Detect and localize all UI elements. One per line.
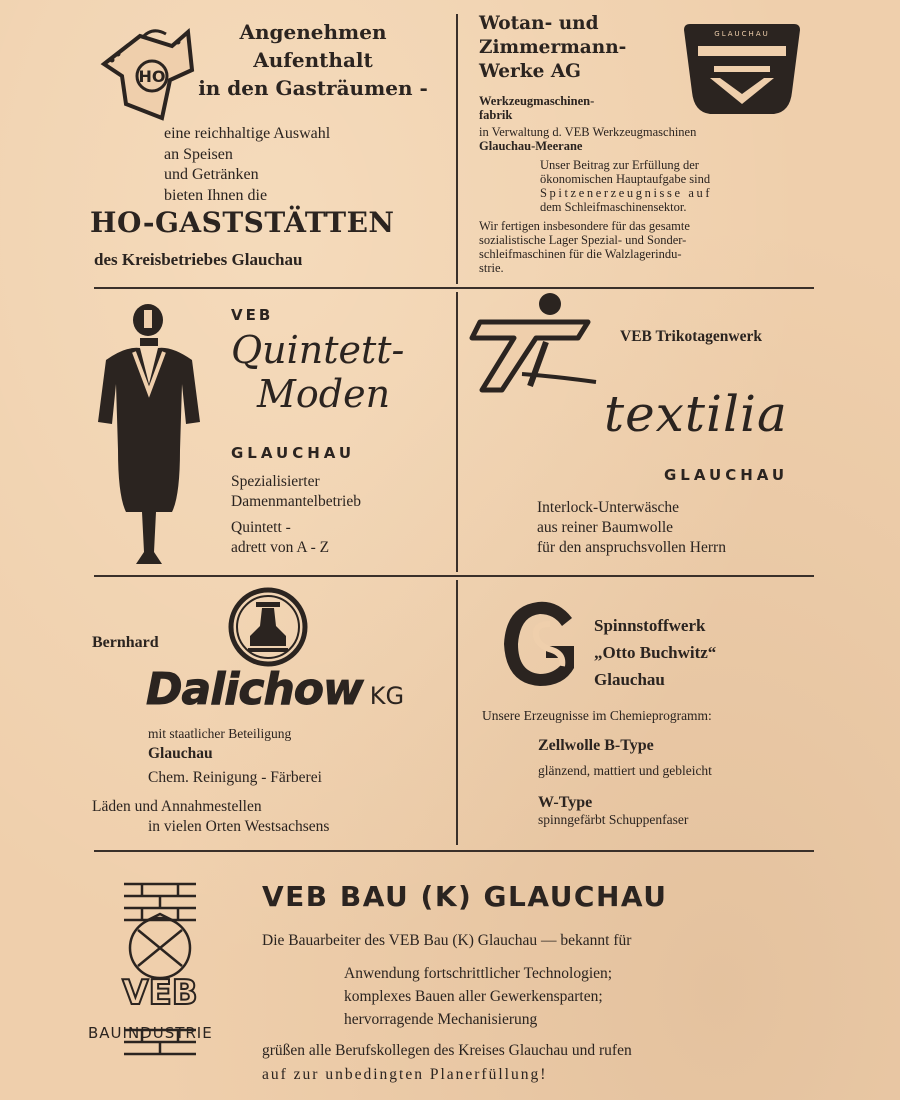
spinnstoff-name [594, 612, 716, 693]
spinnstoff-product-1: Zellwolle B-Type [538, 737, 654, 754]
ho-title [198, 18, 428, 102]
divider-vertical-low [456, 580, 458, 845]
ho-footer: des Kreisbetriebes Glauchau [94, 250, 303, 269]
dalichow-city: Glauchau [148, 745, 213, 762]
wotan-title-line: Zimmermann- [479, 37, 627, 58]
veb-bau-call: auf zur unbedingten Planerfüllung! [262, 1066, 548, 1083]
wotan-contribution-line: Unser Beitrag zur Erfüllung der [540, 158, 699, 172]
wotan-subtitle [479, 94, 594, 122]
wotan-title-line: Werke AG [479, 61, 581, 82]
dalichow-logo-icon [226, 586, 310, 668]
ho-title-line: Angenehmen [239, 20, 387, 44]
dalichow-brand-row [146, 664, 404, 715]
wotan-specialization [479, 219, 815, 275]
ho-title-line: Aufenthalt [253, 48, 373, 72]
wotan-admin [479, 125, 696, 153]
veb-bau-achievement: Anwendung fortschrittlicher Technologien; [344, 965, 613, 982]
ho-headline: HO-GASTSTÄTTEN [90, 206, 395, 239]
veb-bau-greeting: grüßen alle Berufskollegen des Kreises Glauchau und rufen [262, 1042, 632, 1059]
dalichow-shops-line: Läden und Annahmestellen [92, 798, 262, 815]
wotan-admin-line: in Verwaltung d. VEB Werkzeugmaschinen [479, 125, 697, 139]
textilia-city: GLAUCHAU [664, 466, 789, 484]
ho-title-line: in den Gasträumen - [198, 76, 428, 100]
ho-body-line: und Getränken [164, 166, 259, 183]
veb-bau-logo-caption: BAUINDUSTRIE [88, 1024, 213, 1042]
textilia-description-line: Interlock-Unterwäsche [537, 499, 680, 516]
veb-bau-achievement: hervorragende Mechanisierung [344, 1011, 538, 1028]
dalichow-subtitle: mit staatlicher Beteiligung [148, 726, 292, 741]
quintett-description-line: Spezialisierter [231, 473, 320, 490]
spinnstoff-name-line: „Otto Buchwitz“ [594, 643, 717, 662]
quintett-brand-line: Quintett- [231, 328, 405, 372]
textilia-description-line: aus reiner Baumwolle [537, 519, 674, 536]
textilia-description [537, 498, 726, 558]
ho-body-line: eine reichhaltige Auswahl [164, 125, 331, 142]
dalichow-shops-line: in vielen Orten Westsachsens [148, 818, 330, 835]
divider-vertical-top [456, 14, 458, 284]
quintett-description-line: Damenmantelbetrieb [231, 493, 361, 510]
veb-bau-logo-text: VEB [122, 973, 198, 1013]
textilia-description-line: für den anspruchsvollen Herrn [537, 539, 726, 556]
quintett-slogan-line: adrett von A - Z [231, 539, 330, 556]
divider-row1 [94, 287, 814, 289]
quintett-brand [231, 328, 404, 416]
wotan-admin-line: Glauchau-Meerane [479, 139, 583, 153]
dalichow-suffix: KG [369, 682, 405, 710]
dalichow-services: Chem. Reinigung - Färberei [148, 769, 322, 786]
dalichow-shops [92, 797, 329, 837]
quintett-brand-line: Moden [257, 372, 391, 416]
divider-row2 [94, 575, 814, 577]
wotan-specialization-line: Wir fertigen insbesondere für das gesamte [479, 219, 690, 233]
spinnstoff-product-1-desc: glänzend, mattiert und gebleicht [538, 763, 712, 778]
wotan-contribution-line: ökonomischen Hauptaufgabe sind [540, 172, 711, 186]
spinnstoff-logo-icon [494, 594, 586, 694]
spinnstoff-name-line: Glauchau [594, 670, 665, 689]
quintett-slogan-line: Quintett - [231, 519, 291, 536]
quintett-slogan [231, 518, 329, 558]
wotan-contribution [540, 158, 812, 214]
wotan-title-line: Wotan- und [479, 13, 599, 34]
ho-logo-icon [92, 24, 202, 124]
wotan-specialization-line: sozialistische Lager Spezial- und Sonder- [479, 233, 687, 247]
ho-body-line: an Speisen [164, 145, 233, 163]
wotan-specialization-line: strie. [479, 261, 504, 275]
divider-row3 [94, 850, 814, 852]
wotan-title [479, 12, 626, 84]
quintett-veb: VEB [231, 306, 274, 324]
spinnstoff-name-line: Spinnstoffwerk [594, 616, 706, 635]
divider-vertical-mid [456, 292, 458, 572]
spinnstoff-product-2: W-Type [538, 794, 593, 811]
wotan-specialization-line: schleifmaschinen für die Walzlagerindu- [479, 247, 682, 261]
wotan-contribution-line: dem Schleifmaschinensektor. [540, 200, 687, 214]
quintett-description [231, 472, 361, 512]
wotan-logo-text: GLAUCHAU [714, 30, 770, 38]
veb-bau-achievement: komplexes Bauen aller Gewerkensparten; [344, 988, 603, 1005]
textilia-brand: textilia [604, 385, 788, 443]
dalichow-brand: Dalichow [146, 664, 363, 715]
spinnstoff-intro: Unsere Erzeugnisse im Chemieprogramm: [482, 708, 712, 723]
ho-body-line: bieten Ihnen die [164, 186, 268, 204]
veb-bau-achievements [344, 962, 612, 1031]
spinnstoff-product-2-desc: spinngefärbt Schuppenfaser [538, 812, 689, 827]
textilia-logo-icon [462, 290, 602, 400]
dalichow-first-name: Bernhard [92, 634, 159, 651]
quintett-city: GLAUCHAU [231, 444, 356, 462]
ho-logo-text: HO [138, 67, 166, 86]
ho-body [164, 124, 330, 206]
textilia-header: VEB Trikotagenwerk [620, 328, 762, 345]
wotan-contribution-line: Spitzenerzeugnisse auf [540, 186, 713, 200]
veb-bau-intro: Die Bauarbeiter des VEB Bau (K) Glauchau — bekannt für [262, 932, 632, 949]
quintett-figure-icon [96, 300, 202, 570]
wotan-subtitle-line: Werkzeugmaschinen- [479, 94, 595, 108]
veb-bau-title: VEB BAU (K) GLAUCHAU [262, 880, 668, 913]
wotan-logo-icon [680, 22, 804, 118]
wotan-subtitle-line: fabrik [479, 108, 513, 122]
